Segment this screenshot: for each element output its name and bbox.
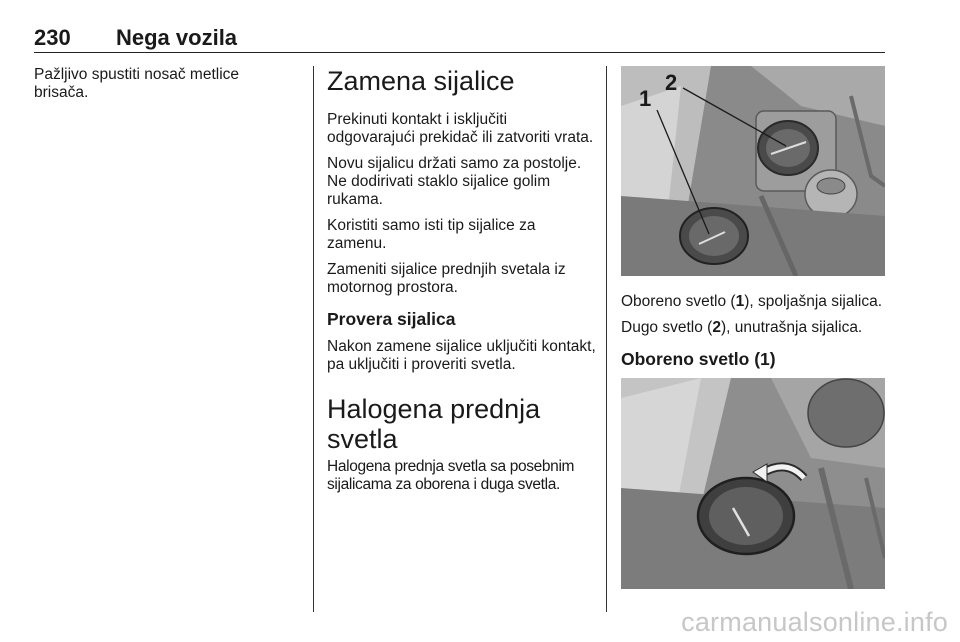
engine-bay-illustration (621, 66, 885, 276)
paragraph-wiper: Pažljivo spustiti nosač metlice brisača. (34, 66, 240, 101)
heading-low-beam: Oboreno svetlo (1) (621, 349, 776, 369)
page-header (34, 22, 885, 53)
callout-label-1: 1 (639, 86, 652, 111)
column-left (34, 66, 296, 110)
column-divider (313, 66, 314, 612)
column-right (621, 66, 885, 589)
paragraph: Nakon zamene sijalice uključiti kontakt, pa uključiti i proveriti svetla. (327, 338, 596, 373)
watermark: carmanualsonline.info (681, 607, 948, 637)
heading-bulb-check: Provera sijalica (327, 309, 456, 329)
low-beam-cap-illustration (621, 378, 885, 589)
paragraph: Koristiti samo isti tip sijalice za zamenu. (327, 217, 536, 252)
column-middle (327, 66, 597, 502)
callout-label-2: 2 (665, 70, 678, 95)
paragraph: Prekinuti kontakt i isključiti odgovarajući prekidač ili zatvoriti vrata. (327, 111, 594, 146)
heading-bulb-replacement: Zamena sijalice (327, 66, 515, 96)
paragraph: Novu sijalicu držati samo za postolje. Ne dodirivati staklo sijalice golim rukama. (327, 155, 582, 208)
caption-low-beam: Oboreno svetlo (1), spoljašnja sijalica. (621, 293, 883, 310)
column-divider (606, 66, 607, 612)
paragraph: Halogena prednja svetla sa posebnim sijalicama za oborena i duga svetla. (327, 458, 575, 493)
paragraph: Zameniti sijalice prednjih svetala iz motornog prostora. (327, 261, 566, 296)
page-number: 230 (34, 25, 71, 50)
section-title: Nega vozila (116, 25, 238, 50)
caption-high-beam: Dugo svetlo (2), unutrašnja sijalica. (621, 319, 863, 336)
heading-halogen-headlights: Halogena prednja svetla (327, 394, 541, 454)
